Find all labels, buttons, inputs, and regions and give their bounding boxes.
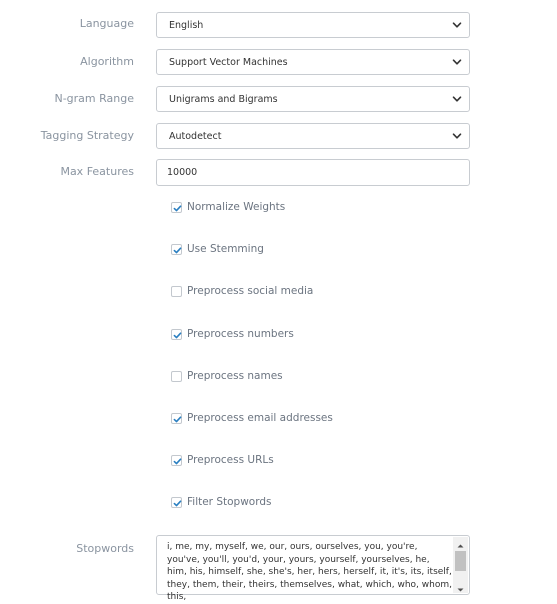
algorithm-select-value: Support Vector Machines [169, 56, 288, 68]
check-icon [172, 456, 183, 467]
checkbox-row[interactable] [171, 243, 264, 255]
checkbox[interactable] [171, 371, 182, 382]
checkbox[interactable] [171, 329, 182, 340]
checkbox[interactable] [171, 455, 182, 466]
stopwords-text: i, me, my, myself, we, our, ours, ourselves, you, you're, you've, you'll, you'd, your, yours, yourself, yourselves, he, him, his, himself, she, she's, her, hers, herself, it, it's, its, itself, they, them, their, theirs, themselves, what, which, who, whom, this, [167, 542, 452, 602]
chevron-down-icon [451, 56, 463, 68]
check-icon [172, 414, 183, 425]
checkbox-label: Use Stemming [187, 243, 264, 255]
checkbox-label: Normalize Weights [187, 201, 286, 213]
ngram-range-select[interactable] [156, 86, 470, 112]
checkbox-row[interactable] [171, 285, 313, 297]
algorithm-select[interactable] [156, 49, 470, 75]
checkbox-row[interactable] [171, 370, 283, 382]
checkbox-label: Preprocess names [187, 370, 283, 382]
check-icon [172, 498, 183, 509]
checkbox[interactable] [171, 202, 182, 213]
tagging-strategy-select[interactable] [156, 123, 470, 149]
checkbox[interactable] [171, 413, 182, 424]
check-icon [172, 245, 183, 256]
checkbox[interactable] [171, 286, 182, 297]
tagging-strategy-label: Tagging Strategy [40, 129, 134, 142]
checkbox-label: Filter Stopwords [187, 496, 272, 508]
checkbox-label: Preprocess email addresses [187, 412, 333, 424]
stopwords-label: Stopwords [76, 542, 134, 555]
checkbox-row[interactable] [171, 454, 274, 466]
check-icon [172, 330, 183, 341]
algorithm-label: Algorithm [80, 55, 134, 68]
tagging-strategy-select-value: Autodetect [169, 130, 222, 142]
scrollbar-thumb[interactable] [455, 551, 466, 571]
arrow-down-icon[interactable] [453, 581, 468, 593]
ngram-range-label: N-gram Range [54, 92, 134, 105]
checkbox-row[interactable] [171, 412, 333, 424]
checkbox-row[interactable] [171, 496, 272, 508]
checkbox[interactable] [171, 244, 182, 255]
max-features-value: 10000 [167, 167, 198, 178]
max-features-input[interactable] [156, 159, 470, 186]
chevron-down-icon [451, 130, 463, 142]
chevron-down-icon [451, 93, 463, 105]
language-label: Language [79, 17, 134, 30]
checkbox[interactable] [171, 497, 182, 508]
checkbox-row[interactable] [171, 328, 294, 340]
language-select-value: English [169, 19, 204, 31]
checkbox-label: Preprocess numbers [187, 328, 294, 340]
checkbox-label: Preprocess URLs [187, 454, 274, 466]
ngram-range-select-value: Unigrams and Bigrams [169, 93, 278, 105]
language-select[interactable] [156, 12, 470, 38]
checkbox-label: Preprocess social media [187, 285, 314, 297]
stopwords-textarea[interactable] [156, 535, 470, 602]
chevron-down-icon [451, 19, 463, 31]
checkbox-row[interactable] [171, 201, 285, 213]
max-features-label: Max Features [60, 165, 134, 178]
check-icon [172, 203, 183, 214]
stopwords-scrollbar[interactable] [453, 537, 468, 593]
arrow-up-icon[interactable] [453, 537, 468, 549]
